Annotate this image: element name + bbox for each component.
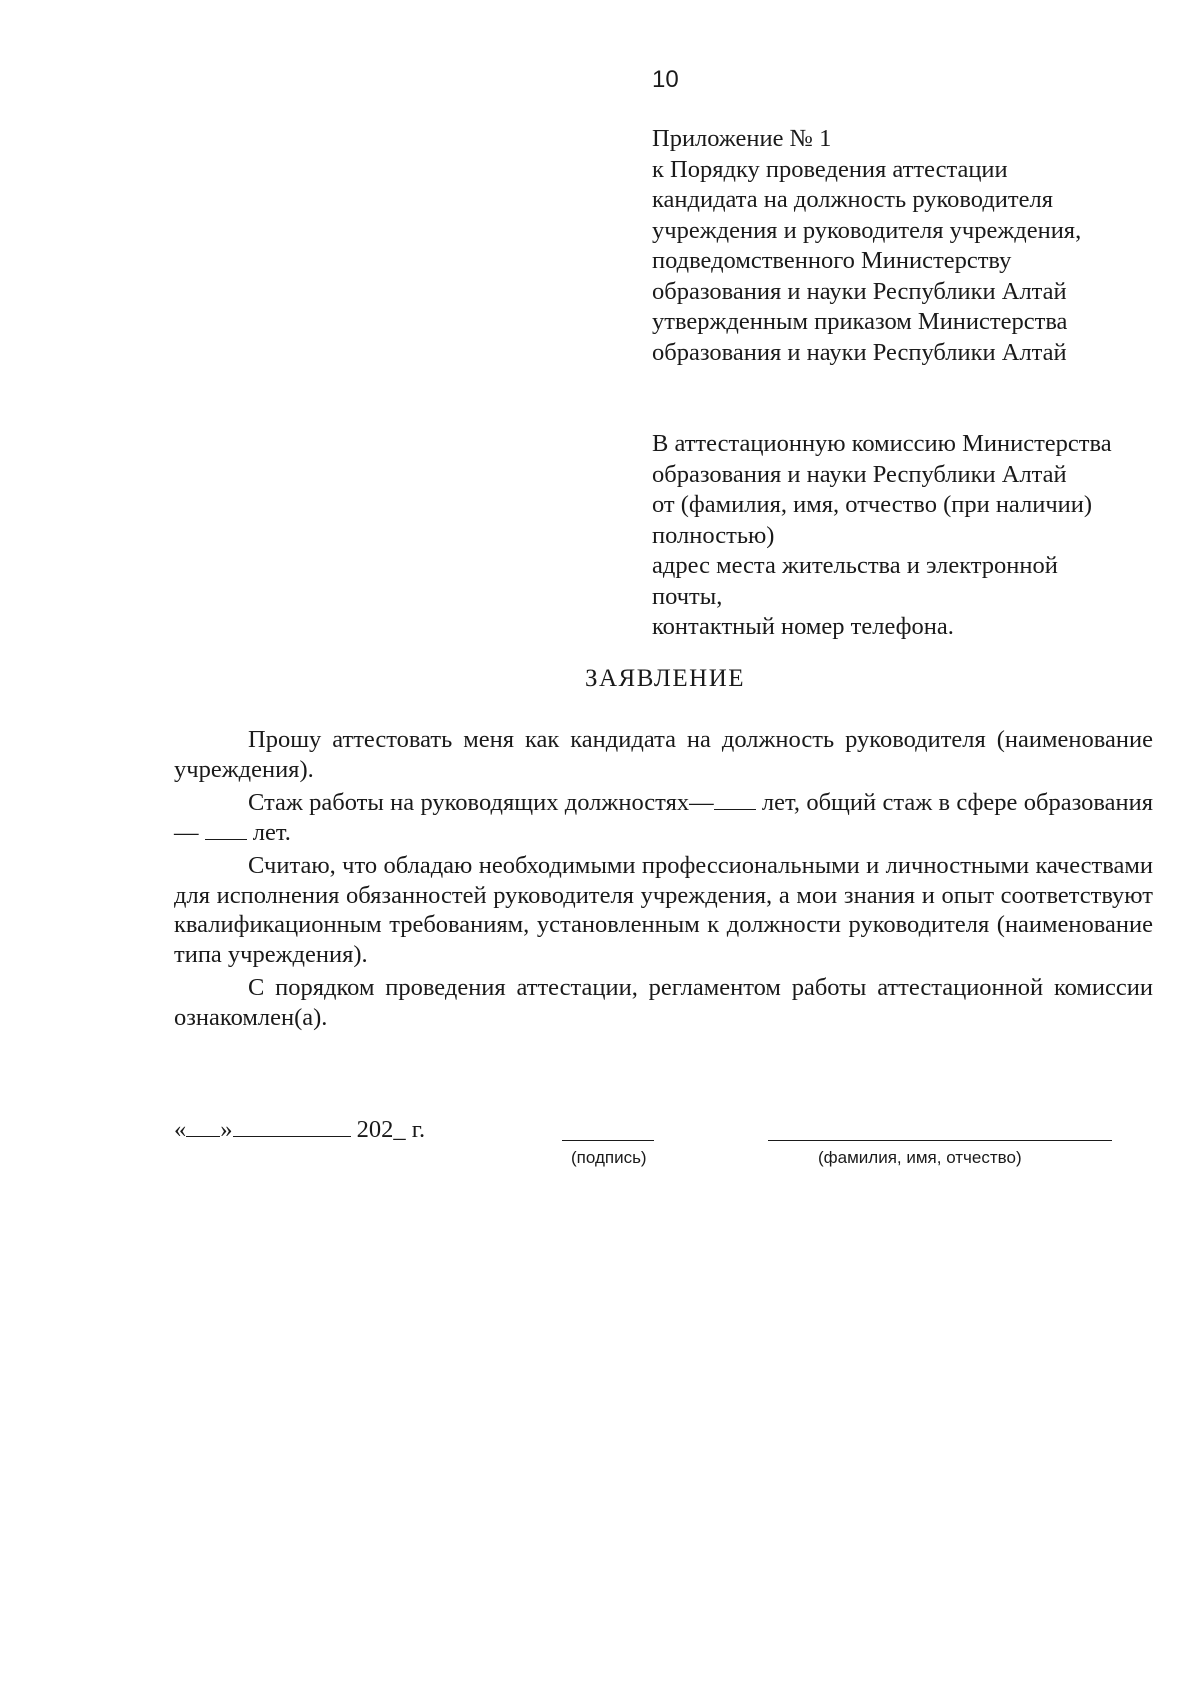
addressee-line: от (фамилия, имя, отчество (при наличии)	[652, 491, 1093, 518]
statement-body	[174, 725, 1153, 1032]
quote-close: »	[220, 1116, 233, 1143]
appendix-line: образования и науки Республики Алтай	[652, 277, 1067, 305]
experience-text-education: лет, общий стаж в сфере образования —	[174, 789, 1153, 846]
page-number: 10	[652, 66, 679, 93]
month-blank	[233, 1118, 351, 1137]
appendix-line: подведомственного Министерству	[652, 247, 1012, 274]
year-text: 202_ г.	[350, 1116, 426, 1143]
appendix-line: Приложение № 1	[652, 125, 832, 152]
paragraph-acknowledgement: С порядком проведения аттестации, регламентом работы аттестационной комиссии ознакомлен(а).	[174, 974, 1153, 1031]
addressee-line: контактный номер телефона.	[652, 613, 954, 640]
addressee-line: полностью)	[652, 521, 775, 549]
document-title: ЗАЯВЛЕНИЕ	[584, 665, 746, 692]
full-name-line	[768, 1140, 1112, 1141]
paragraph-experience	[174, 788, 1153, 847]
addressee-block	[652, 429, 1182, 643]
appendix-header	[652, 124, 1182, 368]
quote-open: «	[174, 1116, 187, 1143]
date-line	[174, 1116, 425, 1144]
appendix-line: к Порядку проведения аттестации	[652, 155, 1008, 183]
experience-text-end: лет.	[246, 818, 291, 846]
addressee-line: почты,	[652, 582, 723, 610]
signature-caption: (подпись)	[571, 1148, 647, 1167]
management-years-blank	[714, 791, 756, 810]
appendix-line: образования и науки Республики Алтай	[652, 338, 1067, 366]
education-years-blank	[205, 821, 247, 840]
appendix-line: кандидата на должность руководителя	[652, 186, 1053, 213]
appendix-line: утвержденным приказом Министерства	[652, 308, 1068, 335]
addressee-line: образования и науки Республики Алтай	[652, 460, 1067, 488]
full-name-caption: (фамилия, имя, отчество)	[818, 1148, 1022, 1167]
addressee-line: В аттестационную комиссию Министерства	[652, 430, 1112, 457]
signature-line	[562, 1140, 654, 1141]
paragraph-qualification: Считаю, что обладаю необходимыми профессиональными и личностными качествами для исполнения обязанностей руководителя учреждения, а мои знания и опыт соответствуют квалификационным требованиям, установленным к должности руководителя (наименование типа учреждения).	[174, 852, 1153, 968]
paragraph-request: Прошу аттестовать меня как кандидата на должность руководителя (наименование учреждения).	[174, 726, 1153, 783]
appendix-line: учреждения и руководителя учреждения,	[652, 216, 1082, 244]
addressee-line: адрес места жительства и электронной	[652, 552, 1058, 579]
experience-text-management: Стаж работы на руководящих должностях—	[248, 789, 714, 816]
day-blank	[186, 1118, 220, 1137]
